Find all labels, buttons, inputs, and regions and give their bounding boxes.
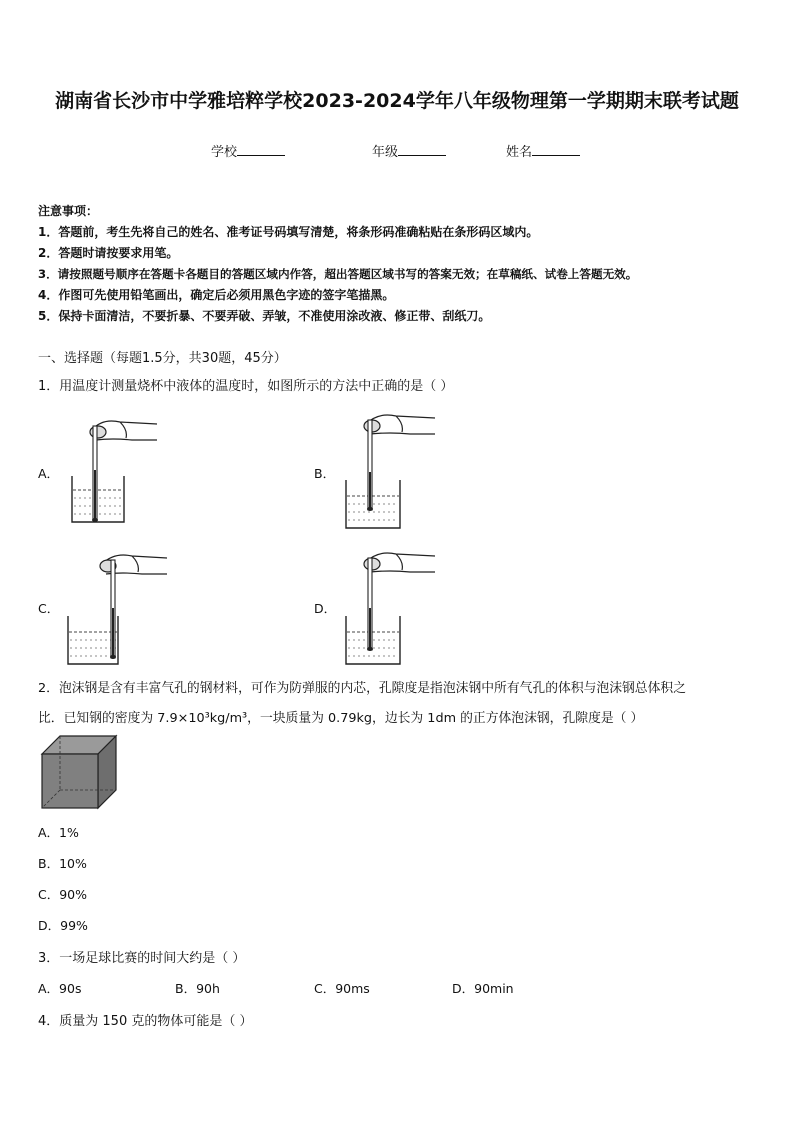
q2-option-d[interactable]: D．99% [38, 918, 88, 933]
q2-option-b[interactable]: B．10% [38, 856, 87, 871]
name-field[interactable] [506, 141, 580, 160]
note-item: 1．答题前，考生先将自己的姓名、准考证号码填写清楚，将条形码准确粘贴在条形码区域内。 [38, 225, 539, 239]
q1-figure-d-thermometer-in-beaker [340, 544, 440, 670]
q2-cube-figure [40, 734, 120, 810]
school-blank[interactable] [237, 143, 285, 156]
grade-label: 年级 [372, 145, 399, 160]
question-2-stem-line1: 2．泡沫钢是含有丰富气孔的钢材料，可作为防弹服的内芯，孔隙度是指泡沫钢中所有气孔的体积与泡沫钢总体积之 [38, 681, 686, 696]
grade-field[interactable] [372, 141, 446, 160]
question-3-stem: 3．一场足球比赛的时间大约是（ ） [38, 951, 246, 966]
note-item: 3．请按照题号顺序在答题卡各题目的答题区域内作答，超出答题区域书写的答案无效；在草稿纸、试卷上答题无效。 [38, 267, 638, 281]
note-item: 5．保持卡面清洁，不要折暴、不要弄破、弄皱，不准使用涂改液、修正带、刮纸刀。 [38, 309, 491, 323]
q3-option-c[interactable]: C．90ms [314, 981, 370, 996]
note-item: 4．作图可先使用铅笔画出，确定后必须用黑色字迹的签字笔描黑。 [38, 288, 395, 302]
school-field[interactable] [211, 141, 285, 160]
exam-title: 湖南省长沙市中学雅培粹学校2023-2024学年八年级物理第一学期期末联考试题 [55, 90, 739, 112]
q1-option-c-label[interactable]: C． [38, 601, 60, 616]
q3-option-b[interactable]: B．90h [175, 981, 220, 996]
name-label: 姓名 [506, 145, 533, 160]
school-label: 学校 [211, 145, 238, 160]
q2-option-a[interactable]: A．1% [38, 825, 79, 840]
question-4-stem: 4．质量为 150 克的物体可能是（ ） [38, 1014, 253, 1029]
notes-heading: 注意事项： [38, 204, 99, 218]
q1-option-b-label[interactable]: B． [314, 466, 336, 481]
section-title: 一、选择题（每题1.5分，共30题，45分） [38, 351, 287, 366]
q1-figure-c-thermometer-in-beaker [62, 546, 172, 668]
q2-option-c[interactable]: C．90% [38, 887, 88, 902]
q1-option-d-label[interactable]: D． [314, 601, 337, 616]
grade-blank[interactable] [398, 143, 446, 156]
q1-figure-b-thermometer-in-beaker [340, 406, 440, 532]
question-2-stem-line2: 比．已知钢的密度为 7.9×10³kg/m³，一块质量为 0.79kg，边长为 1dm 的正方体泡沫钢，孔隙度是（ ） [38, 711, 644, 726]
q3-option-a[interactable]: A．90s [38, 981, 82, 996]
q1-option-a-label[interactable]: A． [38, 466, 60, 481]
question-1-stem: 1．用温度计测量烧杯中液体的温度时，如图所示的方法中正确的是（ ） [38, 379, 454, 394]
name-blank[interactable] [532, 143, 580, 156]
q1-figure-a-thermometer-in-beaker [62, 410, 162, 528]
note-item: 2．答题时请按要求用笔。 [38, 246, 179, 260]
q3-option-d[interactable]: D．90min [452, 981, 514, 996]
notes-block [38, 201, 637, 327]
